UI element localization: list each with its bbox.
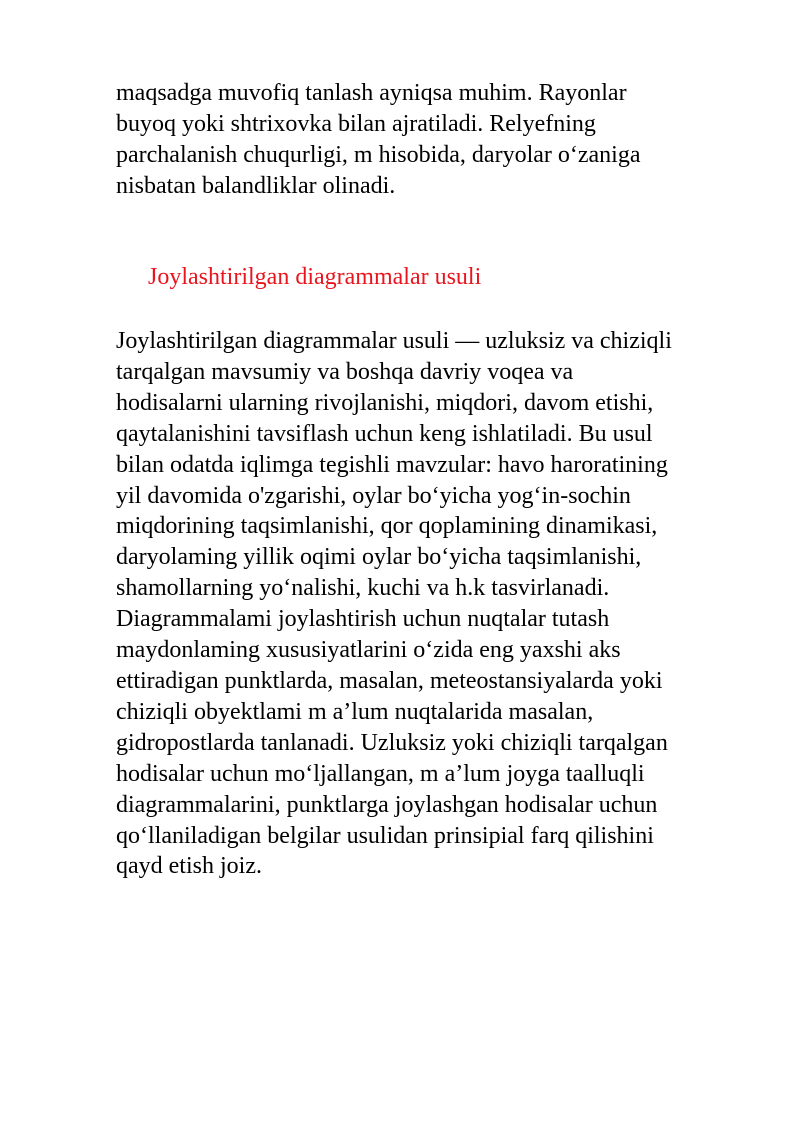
paragraph-line: Joylashtirilgan diagrammalar usuli — uzluksiz va chiziqli (116, 328, 672, 354)
paragraph-line: ettiradigan punktlarda, masalan, meteostansiyalarda yoki (116, 667, 663, 694)
paragraph-line: hodisalarni ularning rivojlanishi, miqdori, davom etishi, (116, 389, 654, 416)
paragraph-line: qayd etish joiz. (116, 853, 262, 880)
paragraph-body (116, 326, 756, 882)
section-heading: Joylashtirilgan diagrammalar usuli (148, 264, 482, 290)
paragraph-line: qo‘llaniladigan belgilar usulidan prinsipial farq qilishini (116, 822, 654, 849)
paragraph-line: gidropostlarda tanlanadi. Uzluksiz yoki chiziqli tarqalgan (116, 729, 668, 756)
paragraph-line: parchalanish chuqurligi, m hisobida, daryolar o‘zaniga (116, 141, 641, 168)
paragraph-line: maydonlaming xususiyatlarini o‘zida eng yaxshi aks (116, 637, 621, 664)
paragraph-line: Diagrammalami joylashtirish uchun nuqtalar tutash (116, 606, 610, 633)
paragraph-line: nisbatan balandliklar olinadi. (116, 172, 396, 199)
paragraph-line: buyoq yoki shtrixovka bilan ajratiladi. Relyefning (116, 110, 596, 137)
paragraph-line: qaytalanishini tavsiflash uchun keng ishlatiladi. Bu usul (116, 420, 653, 447)
paragraph-line: yil davomida o'zgarishi, oylar bo‘yicha yog‘in-sochin (116, 482, 631, 509)
paragraph-line: daryolaming yillik oqimi oylar bo‘yicha taqsimlanishi, (116, 544, 642, 571)
paragraph-line: hodisalar uchun mo‘ljallangan, m a’lum joyga taalluqli (116, 760, 645, 787)
paragraph-intro (116, 78, 756, 202)
paragraph-line: bilan odatda iqlimga tegishli mavzular: havo haroratining (116, 451, 668, 478)
paragraph-line: tarqalgan mavsumiy va boshqa davriy voqea va (116, 358, 574, 385)
paragraph-line: maqsadga muvofiq tanlash ayniqsa muhim. Rayonlar (116, 80, 627, 106)
paragraph-line: shamollarning yo‘nalishi, kuchi va h.k tasvirlanadi. (116, 575, 610, 602)
paragraph-line: diagrammalarini, punktlarga joylashgan hodisalar uchun (116, 791, 658, 818)
paragraph-line: miqdorining taqsimlanishi, qor qoplamining dinamikasi, (116, 513, 658, 540)
paragraph-line: chiziqli obyektlami m a’lum nuqtalarida masalan, (116, 698, 594, 725)
